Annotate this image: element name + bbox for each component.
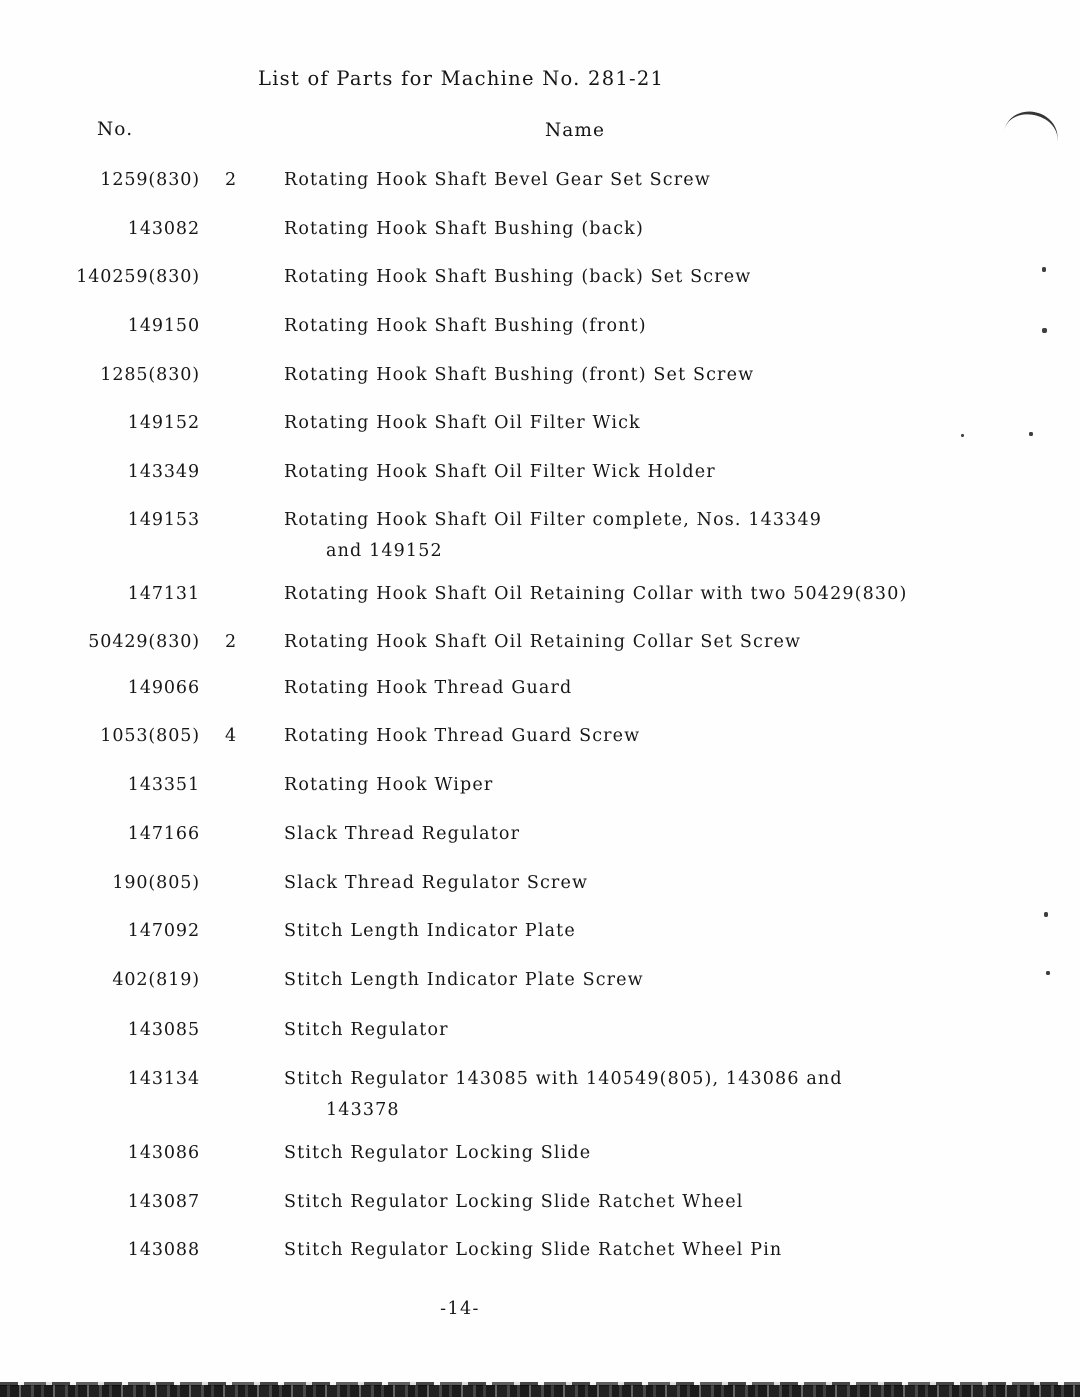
column-header-name: Name (545, 120, 606, 141)
part-number: 147131 (127, 584, 200, 604)
part-number: 1259(830) (100, 170, 200, 190)
part-name: Rotating Hook Wiper (284, 775, 494, 795)
part-name: Rotating Hook Shaft Bushing (front) Set Screw (284, 365, 755, 385)
scan-speck (1044, 912, 1048, 917)
scan-speck (1046, 971, 1050, 975)
scan-speck (961, 434, 964, 437)
part-name: Rotating Hook Shaft Bushing (back) Set Screw (284, 267, 752, 287)
scan-edge-artifact (0, 1385, 1080, 1397)
scan-speck (1029, 432, 1033, 436)
scan-speck (1042, 267, 1046, 272)
part-name: Stitch Regulator 143085 with 140549(805), 143086 and (284, 1069, 843, 1089)
part-number: 190(805) (112, 873, 200, 893)
part-name-continuation: 143378 (326, 1100, 400, 1120)
part-number: 143087 (127, 1192, 200, 1212)
part-name: Stitch Length Indicator Plate Screw (284, 970, 644, 990)
part-name: Rotating Hook Shaft Oil Retaining Collar with two 50429(830) (284, 584, 908, 604)
part-number: 143349 (127, 462, 200, 482)
part-number: 149150 (127, 316, 200, 336)
part-name-continuation: and 149152 (326, 541, 443, 561)
column-header-number: No. (97, 119, 134, 140)
part-number: 143085 (127, 1020, 200, 1040)
part-number: 140259(830) (76, 267, 200, 287)
part-number: 143082 (127, 219, 200, 239)
part-name: Rotating Hook Thread Guard Screw (284, 726, 641, 746)
part-name: Rotating Hook Shaft Oil Retaining Collar Set Screw (284, 632, 802, 652)
part-number: 50429(830) (88, 632, 200, 652)
part-quantity: 2 (224, 170, 238, 190)
part-number: 147166 (127, 824, 200, 844)
part-name: Rotating Hook Shaft Oil Filter Wick (284, 413, 641, 433)
part-number: 1053(805) (100, 726, 200, 746)
part-name: Rotating Hook Thread Guard (284, 678, 573, 698)
part-name: Slack Thread Regulator Screw (284, 873, 589, 893)
part-number: 1285(830) (100, 365, 200, 385)
part-name: Rotating Hook Shaft Bevel Gear Set Screw (284, 170, 711, 190)
part-name: Stitch Regulator (284, 1020, 449, 1040)
page-number: -14- (440, 1299, 480, 1319)
part-number: 149066 (127, 678, 200, 698)
scan-artifact-curve-icon (1003, 106, 1062, 147)
part-quantity: 2 (224, 632, 238, 652)
part-number: 143134 (127, 1069, 200, 1089)
part-number: 143351 (127, 775, 200, 795)
part-name: Stitch Regulator Locking Slide (284, 1143, 592, 1163)
part-name: Stitch Regulator Locking Slide Ratchet Wheel (284, 1192, 744, 1212)
part-name: Slack Thread Regulator (284, 824, 521, 844)
part-number: 143086 (127, 1143, 200, 1163)
part-name: Rotating Hook Shaft Bushing (back) (284, 219, 644, 239)
part-number: 149153 (127, 510, 200, 530)
part-name: Rotating Hook Shaft Oil Filter complete, Nos. 143349 (284, 510, 823, 530)
part-name: Rotating Hook Shaft Bushing (front) (284, 316, 647, 336)
part-name: Stitch Regulator Locking Slide Ratchet Wheel Pin (284, 1240, 783, 1260)
part-quantity: 4 (224, 726, 238, 746)
part-number: 147092 (127, 921, 200, 941)
part-number: 402(819) (112, 970, 200, 990)
part-name: Rotating Hook Shaft Oil Filter Wick Holder (284, 462, 716, 482)
part-number: 149152 (127, 413, 200, 433)
part-name: Stitch Length Indicator Plate (284, 921, 576, 941)
scan-speck (1042, 328, 1047, 333)
part-number: 143088 (127, 1240, 200, 1260)
page-title: List of Parts for Machine No. 281-21 (258, 67, 665, 90)
